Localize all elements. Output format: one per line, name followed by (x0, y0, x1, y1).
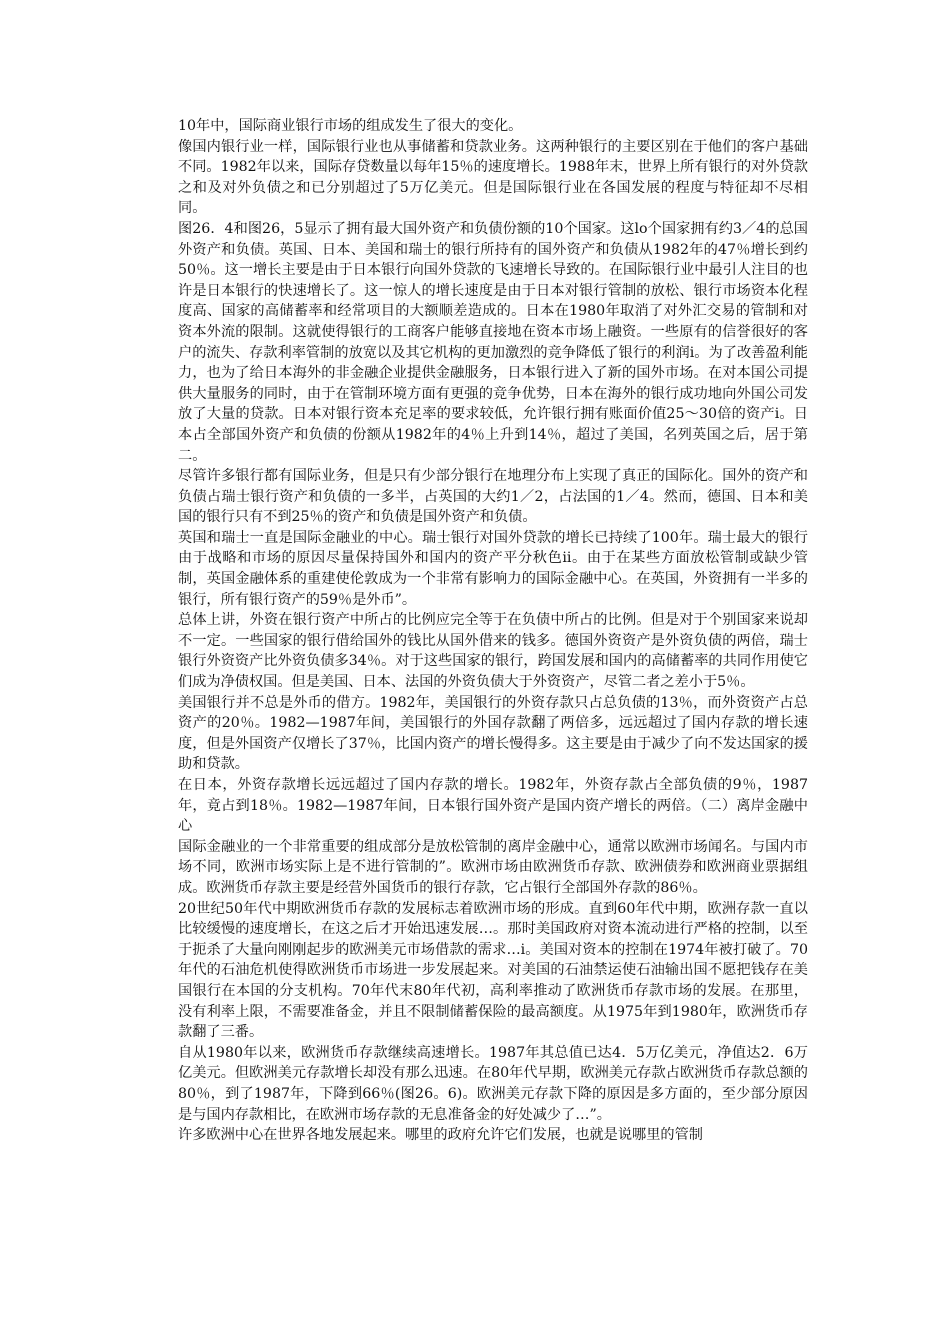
paragraph: 图26．4和图26，5显示了拥有最大国外资产和负债份额的10个国家。这lo个国家拥有约3／4的总国外资产和负债。英国、日本、美国和瑞士的银行所持有的国外资产和负债从1982年的47％增长到约50％。这一增长主要是由于日本银行向国外贷款的飞速增长导致的。在国际银行业中最引人注目的也许是日本银行的快速增长了。这一惊人的增长速度是由于日本对银行管制的放松、银行市场资本化程度高、国家的高储蓄率和经常项目的大额顺差造成的。日本在1980年取消了对外汇交易的管制和对资本外流的限制。这就使得银行的工商客户能够直接地在资本市场上融资。一些原有的信誉很好的客户的流失、存款利率管制的放宽以及其它机构的更加激烈的竞争降低了银行的利润i。为了改善盈利能力，也为了给日本海外的非金融企业提供金融服务，日本银行进入了新的国外市场。在对本国公司提供大量服务的同时，由于在管制环境方面有更强的竞争优势，日本在海外的银行成功地向外国公司发放了大量的贷款。日本对银行资本充足率的要求较低，允许银行拥有账面价值25～30倍的资产i。日本占全部国外资产和负债的份额从1982年的4％上升到14％，超过了美国，名列英国之后，居于第二。 (178, 220, 808, 464)
paragraph: 像国内银行业一样，国际银行业也从事储蓄和贷款业务。这两种银行的主要区别在于他们的客户基础不同。1982年以来，国际存贷数量以每年15％的速度增长。1988年末，世界上所有银行的对外贷款之和及对外负债之和已分别超过了5万亿美元。但是国际银行业在各国发展的程度与特征却不尽相同。 (178, 138, 808, 217)
document-body (178, 116, 808, 1146)
paragraph: 在日本，外资存款增长远远超过了国内存款的增长。1982年，外资存款占全部负债的9％，1987年，竟占到18％。1982—1987年间，日本银行国外资产是国内资产增长的两倍。（二）离岸金融中心 (178, 777, 808, 835)
paragraph: 20世纪50年代中期欧洲货币存款的发展标志着欧洲市场的形成。直到60年代中期，欧洲存款一直以比较缓慢的速度增长，在这之后才开始迅速发展…。那时美国政府对资本流动进行严格的控制，以至于扼杀了大量向刚刚起步的欧洲美元市场借款的需求…i。美国对资本的控制在1974年被打破了。70年代的石油危机使得欧洲货币市场进一步发展起来。对美国的石油禁运使石油输出国不愿把钱存在美国银行在本国的分支机构。70年代末80年代初，高利率推动了欧洲货币存款市场的发展。在那里，没有利率上限，不需要准备金，并且不限制储蓄保险的最高额度。从1975年到1980年，欧洲货币存款翻了三番。 (178, 900, 808, 1041)
paragraph: 总体上讲，外资在银行资产中所占的比例应完全等于在负债中所占的比例。但是对于个别国家来说却不一定。一些国家的银行借给国外的钱比从国外借来的钱多。德国外资资产是外资负债的两倍，瑞士银行外资资产比外资负债多34％。对于这些国家的银行，跨国发展和国内的高储蓄率的共同作用使它们成为净债权国。但是美国、日本、法国的外资负债大于外资资产，尽管二者之差小于5％。 (178, 612, 808, 691)
paragraph: 英国和瑞士一直是国际金融业的中心。瑞士银行对国外贷款的增长已持续了100年。瑞士最大的银行由于战略和市场的原因尽量保持国外和国内的资产平分秋色ii。由于在某些方面放松管制或缺少管制，英国金融体系的重建使伦敦成为一个非常有影响力的国际金融中心。在英国，外资拥有一半多的银行，所有银行资产的59％是外币”。 (178, 529, 808, 608)
paragraph: 国际金融业的一个非常重要的组成部分是放松管制的离岸金融中心，通常以欧洲市场闻名。与国内市场不同，欧洲市场实际上是不进行管制的”。欧洲市场由欧洲货币存款、欧洲债券和欧洲商业票据组成。欧洲货币存款主要是经营外国货币的银行存款，它占银行全部国外存款的86％。 (178, 838, 808, 896)
paragraph: 尽管许多银行都有国际业务，但是只有少部分银行在地理分布上实现了真正的国际化。国外的资产和负债占瑞士银行资产和负债的一多半，占英国的大约1／2，占法国的1／4。然而，德国、日本和美国的银行只有不到25％的资产和负债是国外资产和负债。 (178, 468, 808, 526)
paragraph: 自从1980年以来，欧洲货币存款继续高速增长。1987年其总值已达4．5万亿美元，净值达2．6万亿美元。但欧洲美元存款增长却没有那么迅速。在80年代早期，欧洲美元存款占欧洲货币存款总额的80％，到了1987年，下降到66％(图26。6)。欧洲美元存款下降的原因是多方面的，至少部分原因是与国内存款相比，在欧洲市场存款的无息准备金的好处减少了…”。 (178, 1044, 808, 1123)
paragraph: 10年中，国际商业银行市场的组成发生了很大的变化。 (178, 118, 523, 134)
paragraph: 许多欧洲中心在世界各地发展起来。哪里的政府允许它们发展，也就是说哪里的管制 (178, 1127, 703, 1144)
paragraph: 美国银行并不总是外币的借方。1982年，美国银行的外资存款只占总负债的13％，而外资资产占总资产的20％。1982—1987年间，美国银行的外国存款翻了两倍多，远远超过了国内存款的增长速度，但是外国资产仅增长了37％，比国内资产的增长慢得多。这主要是由于减少了向不发达国家的援助和贷款。 (178, 694, 808, 773)
